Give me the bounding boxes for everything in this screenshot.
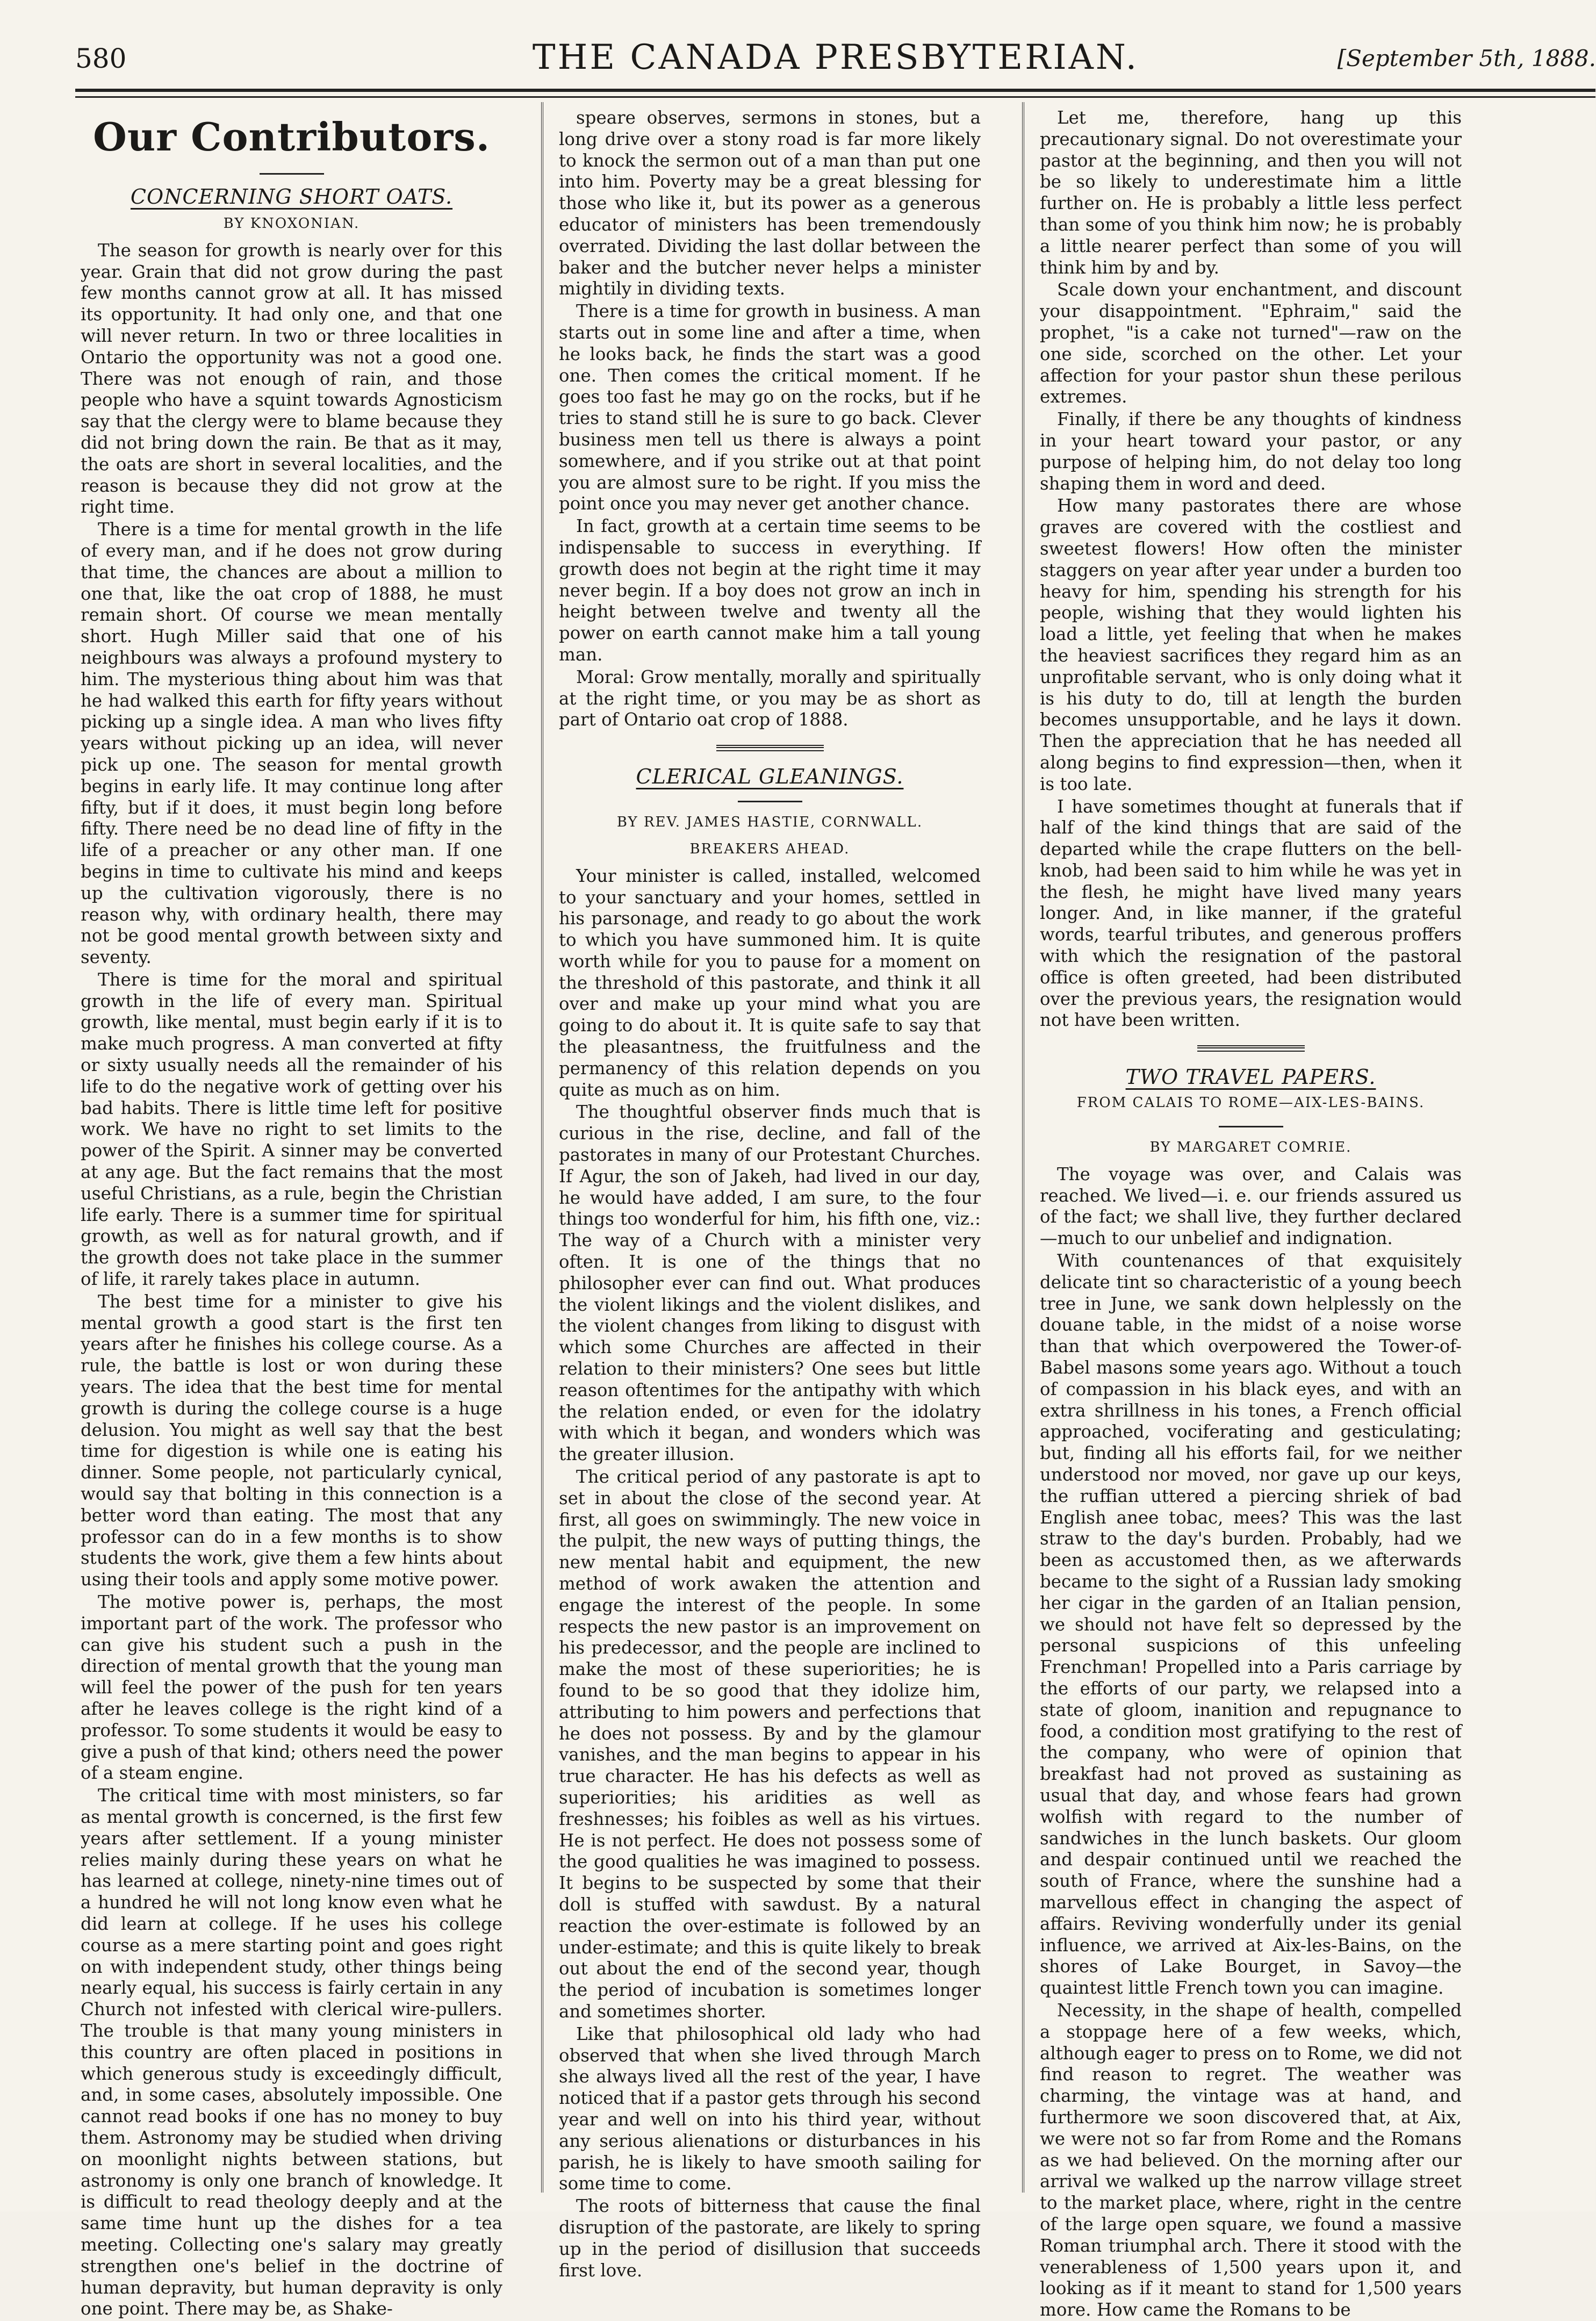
separator — [716, 745, 824, 751]
paragraph: Scale down your enchantment, and discount your disappointment. "Ephraim," said the prophet, "is a cake not turned"—raw on the one side, scorched on the other. Let your affection for your pastor shun these perilous extremes. — [1040, 279, 1462, 407]
column-1 — [81, 107, 502, 2319]
article-byline: BY REV. JAMES HASTIE, CORNWALL. — [616, 814, 923, 831]
section-banner: Our Contributors. — [93, 114, 490, 160]
paragraph: Let me, therefore, hang up this precautionary signal. Do not overestimate your pastor at the beginning, and then you will not be so likely to underestimate him a little further on. He is probably a little less perfect than some of you think him now; he is probably a little nearer perfect than some of you will think him by and by. — [1040, 107, 1462, 278]
article-subhead: FROM CALAIS TO ROME—AIX-LES-BAINS. — [1076, 1095, 1425, 1111]
paragraph: Like that philosophical old lady who had observed that when she lived through March she always lived all the rest of the year, I have noticed that if a pastor gets through his second year and well on into his third year, without any serious alienations or disturbances in his parish, he is likely to have smooth sailing for some time to come. — [559, 2023, 981, 2194]
issue-date: [September 5th, 1888. — [1337, 45, 1596, 71]
article-byline: BY KNOXONIAN. — [223, 215, 360, 232]
separator — [260, 173, 324, 175]
paragraph: The motive power is, perhaps, the most important part of the work. The professor who can give his student such a push in the direction of mental growth that the young man will feel the power of the push for ten years after he leaves college is the right kind of a professor. To some students it would be easy to give a push of that kind; others need the power of a steam engine. — [81, 1592, 502, 1784]
separator — [1197, 1045, 1305, 1052]
paragraph: Moral: Grow mentally, morally and spiritually at the right time, or you may be as short as part of Ontario oat crop of 1888. — [559, 666, 981, 730]
paragraph: Your minister is called, installed, welcomed to your sanctuary and your homes, settled in his parsonage, and ready to go about the work to which you have summoned him. It is quite worth while for you to pause for a moment on the threshold of this pastorate, and think it all over and make up your mind what you are going to do about it. It is quite safe to say that the pleasantness, the fruitfulness and the permanency of this relation depends on you quite as much as on him. — [559, 865, 981, 1100]
paragraph: speare observes, sermons in stones, but a long drive over a stony road is far more likely to knock the sermon out of a man than put one into him. Poverty may be a great blessing for those who like it, but its power as a generous educator of ministers has been tremendously overrated. Dividing the last dollar between the baker and the butcher never helps a minister mightily in dividing texts. — [559, 107, 981, 299]
masthead-rule — [75, 89, 1595, 98]
paragraph: Finally, if there be any thoughts of kindness in your heart toward your pastor, or any purpose of helping him, do not delay too long shaping them in word and deed. — [1040, 409, 1462, 494]
paragraph: In fact, growth at a certain time seems to be indispensable to success in everything. If growth does not begin at the right time it may never begin. If a boy does not grow an inch in height between twelve and twenty all the power on earth cannot make him a tall young man. — [559, 516, 981, 665]
paragraph: With countenances of that exquisitely delicate tint so characteristic of a young beech tree in June, we sank down helplessly on the douane table, in the midst of a noise worse than that which overpowered the Tower-of-Babel masons some years ago. Without a touch of compassion in his black eyes, and with an extra shrillness in his tones, a French official approached, vociferating and gesticulating; but, finding all his efforts fail, for we neither understood nor moved, nor gave up our keys, the ruffian uttered a piercing shriek of bad English anee tobac, mees? This was the last straw to the day's burden. Probably, had we been as accustomed then, as we afterwards became to the sight of a Russian lady smoking her cigar in the garden of an Italian pension, we should not have felt so depressed by the personal suspicions of this unfeeling Frenchman! Propelled into a Paris carriage by the efforts of our party, we relapsed into a state of gloom, inanition and repugnance to food, a condition most gratifying to the rest of the company, who were of opinion that breakfast had not proved as sustaining as usual that day, and whose fears had grown wolfish with regard to the number of sandwiches in the lunch baskets. Our gloom and despair continued until we reached the south of France, where the sunshine had a marvellous effect in changing the aspect of affairs. Reviving wonderfully under its genial influence, we arrived at Aix-les-Bains, on the shores of Lake Bourget, in Savoy—the quaintest little French town you can imagine. — [1040, 1251, 1462, 1999]
article-subhead: BREAKERS AHEAD. — [689, 840, 850, 857]
paragraph: The critical time with most ministers, so far as mental growth is concerned, is the first few years after settlement. If a young minister relies mainly during these years on what he has learned at college, ninety-nine times out of a hundred he will not long know even what he did learn at college. If he uses his college course as a mere starting point and goes right on with independent study, other things being nearly equal, his success is fairly certain in any Church not infested with clerical wire-pullers. The trouble is that many young ministers in this country are often placed in positions in which generous study is exceedingly difficult, and, in some cases, absolutely impossible. One cannot read books if one has no money to buy them. Astronomy may be studied when driving on moonlight nights between stations, but astronomy is only one branch of knowledge. It is difficult to read theology deeply and at the same time hunt up the dishes for a tea meeting. Collecting one's salary may greatly strengthen one's belief in the doctrine of human depravity, but human depravity is only one point. There may be, as Shake- — [81, 1785, 502, 2319]
page-number: 580 — [75, 43, 127, 74]
paragraph: There is a time for growth in business. A man starts out in some line and after a time, when he looks back, he finds the start was a good one. Then comes the critical moment. If he goes too fast he may go on the rocks, but if he tries to stand still he is sure to go back. Clever business men tell us there is always a point somewhere, and if you strike out at that point you are almost sure to be right. If you miss the point once you may never get another chance. — [559, 301, 981, 514]
paragraph: How many pastorates there are whose graves are covered with the costliest and sweetest flowers! How often the minister staggers on year after year under a burden too heavy for him, spending his strength for his people, wishing that they would lighten his load a little, yet feeling that when he makes the heaviest sacrifices they regard him as an unprofitable servant, who is only doing what it is his duty to do, till at length the burden becomes unsupportable, and he lays it down. Then the appreciation that he has needed all along begins to find expression—then, when it is too late. — [1040, 495, 1462, 794]
paragraph: The critical period of any pastorate is apt to set in about the close of the second year. At first, all goes on swimmingly. The new voice in the pulpit, the new ways of putting things, the new mental habit and equipment, the new method of work awaken the attention and engage the interest of the people. In some respects the new pastor is an improvement on his predecessor, and the people are inclined to make the most of these superiorities; he is found to be so good that they idolize him, attributing to him powers and perfections that he does not possess. By and by the glamour vanishes, and the man begins to appear in his true character. He has his defects as well as superiorities; his aridities as well as freshnesses; his foibles as well as his virtues. He is not perfect. He does not possess some of the good qualities he was imagined to possess. It begins to be suspected by some that their doll is stuffed with sawdust. By a natural reaction the over-estimate is followed by an under-estimate; and this is quite likely to break out about the end of the second year, though the period of incubation is sometimes longer and sometimes shorter. — [559, 1467, 981, 2022]
paragraph: The thoughtful observer finds much that is curious in the rise, decline, and fall of the pastorates in many of our Protestant Churches. If Agur, the son of Jakeh, had lived in our day, he would have added, I am sure, to the four things too wonderful for him, his fifth one, viz.: The way of a Church with a minister very often. It is one of the things that no philosopher ever can find out. What produces the violent likings and the violent dislikes, and the violent changes from liking to disgust with which some Churches are affected in their relation to their ministers? One sees but little reason oftentimes for the antipathy with which the relation ended, or even for the idolatry with which it began, and wonders which was the greater illusion. — [559, 1102, 981, 1465]
paragraph: The roots of bitterness that cause the final disruption of the pastorate, are likely to spring up in the period of disillusion that succeeds first love. — [559, 2196, 981, 2281]
paragraph: There is a time for mental growth in the life of every man, and if he does not grow during that time, the chances are about a million to one that, like the oat crop of 1888, he must remain short. Of course we mean mentally short. Hugh Miller said that one of his neighbours was always a profound mystery to him. The mysterious thing about him was that he had walked this earth for fifty years without picking up a single idea. A man who lives fifty years without picking up an idea, will never pick up one. The season for mental growth begins in early life. It may continue long after fifty, but if it does, it must begin long before fifty. There need be no dead line of fifty in the life of a preacher or any other man. If one begins in time to cultivate his mind and keeps up the cultivation vigorously, there is no reason why, with ordinary health, there may not be good mental growth between sixty and seventy. — [81, 519, 502, 968]
separator — [738, 801, 802, 802]
column-3 — [1040, 107, 1462, 2320]
article-title: CONCERNING SHORT OATS. — [130, 185, 453, 209]
paragraph: Necessity, in the shape of health, compelled a stoppage here of a few weeks, which, although eager to press on to Rome, we did not find reason to regret. The weather was charming, the vintage was at hand, and furthermore we soon discovered that, at Aix, we were not so far from Rome and the Romans as we had believed. On the morning after our arrival we walked up the narrow village street to the market place, where, right in the centre of the large open square, we found a massive Roman triumphal arch. There it stood with the venerableness of 1,500 years upon it, and looking as if it meant to stand for 1,500 years more. How came the Romans to be — [1040, 2000, 1462, 2320]
paragraph: I have sometimes thought at funerals that if half of the kind things that are said of the departed while the crape flutters on the bell-knob, had been said to him while he was yet in the flesh, he might have lived many years longer. And, in like manner, if the grateful words, tearful tributes, and generous proffers with which the resignation of the pastoral office is often greeted, had been distributed over the previous years, the resignation would not have been written. — [1040, 796, 1462, 1031]
column-divider — [541, 102, 543, 2193]
paragraph: The voyage was over, and Calais was reached. We lived—i. e. our friends assured us of the fact; we shall live, they further declared—much to our unbelief and indignation. — [1040, 1163, 1462, 1249]
article-title: CLERICAL GLEANINGS. — [636, 765, 904, 789]
article-byline: BY MARGARET COMRIE. — [1149, 1139, 1352, 1156]
paragraph: The best time for a minister to give his mental growth a good start is the first ten years after he finishes his college course. As a rule, the battle is lost or won during these years. The idea that the best time for mental growth is during the college course is a huge delusion. You might as well say that the best time for digestion is while one is eating his dinner. Some people, not particularly cynical, would say that bolting in this connection is a better word than eating. The most that any professor can do in a few months is to show students the work, give them a few hints about using their tools and apply some motive power. — [81, 1291, 502, 1590]
article-title: TWO TRAVEL PAPERS. — [1125, 1065, 1376, 1089]
column-2 — [559, 107, 981, 2281]
paragraph: There is time for the moral and spiritual growth in the life of every man. Spiritual growth, like mental, must begin early if it is to make much progress. A man converted at fifty or sixty usually needs all the remainder of his life to do the negative work of getting over his bad habits. There is little time left for positive work. We have no right to set limits to the power of the Spirit. A sinner may be converted at any age. But the fact remains that the most useful Christians, as a rule, begin the Christian life early. There is a summer time for spiritual growth, as well as for natural growth, and if the growth does not take place in the summer of life, it rarely takes place in autumn. — [81, 969, 502, 1290]
separator — [1219, 1126, 1283, 1127]
newspaper-title: THE CANADA PRESBYTERIAN. — [532, 38, 1139, 77]
paragraph: The season for growth is nearly over for this year. Grain that did not grow during the past few months cannot grow at all. It has missed its opportunity. It had only one, and that one will never return. In two or three localities in Ontario the opportunity was not a good one. There was not enough of rain, and those people who have a squint towards Agnosticism say that the clergy were to blame because they did not bring down the rain. Be that as it may, the oats are short in several localities, and the reason is because they did not grow at the right time. — [81, 240, 502, 518]
column-divider — [1022, 102, 1024, 2193]
masthead — [75, 38, 1596, 86]
